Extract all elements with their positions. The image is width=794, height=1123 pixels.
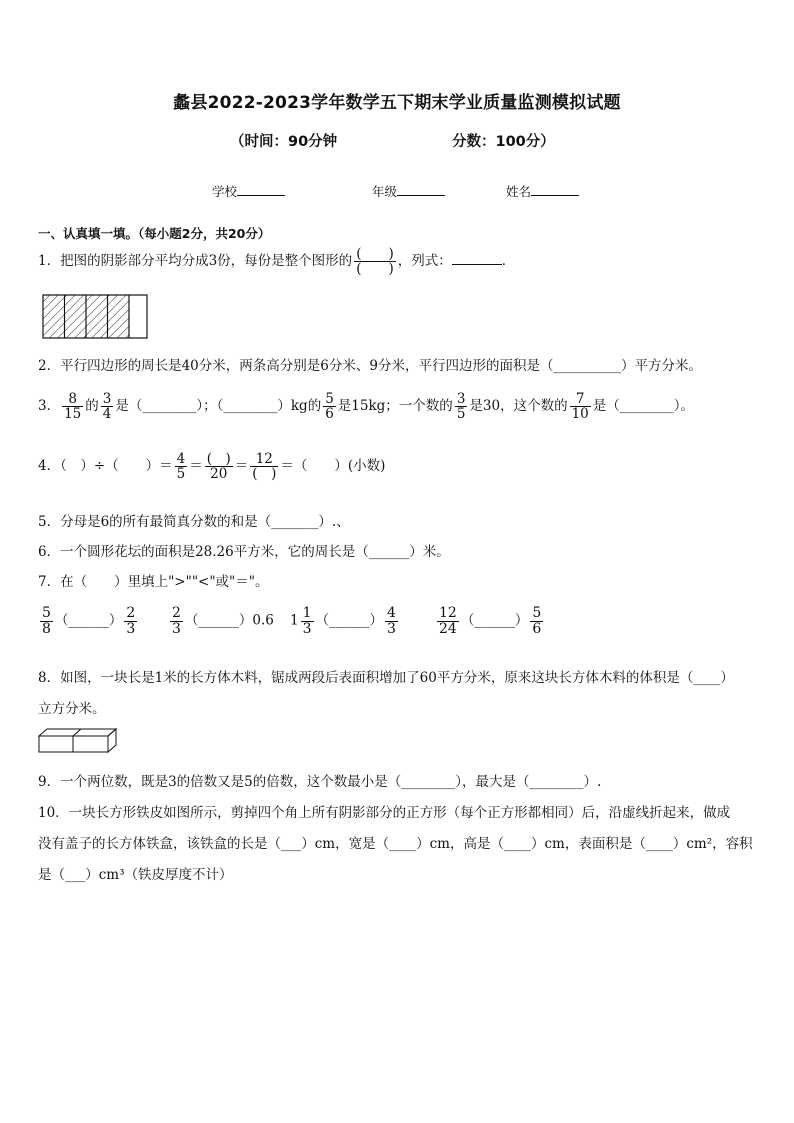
q3-fraction-4: $\frac{3}{5}$ (456, 391, 466, 423)
q3-fraction-5: $\frac{7}{10}$ (571, 391, 589, 423)
q7-frac-e: $\frac{1}{3}$ (302, 605, 312, 637)
question-4: 4．（ ）÷（ ）＝ $\frac{4}{5}$ ＝ $\frac{( )}{20}$ ＝ $\frac{12}{( )}$ ＝（ ）(小数) (38, 451, 386, 483)
question-8: 8．如图，一块长是1米的长方体木料，锯成两段后表面积增加了60平方分米，原来这块长方体木料的体积是（____） (38, 670, 734, 686)
q7-frac-a: $\frac{5}{8}$ (42, 605, 51, 637)
q7-frac-f: $\frac{4}{3}$ (387, 605, 396, 637)
q1-numerator-blank[interactable]: ( ) (356, 246, 394, 262)
q3-fraction-3: $\frac{5}{6}$ (325, 391, 334, 423)
q7-blank-4[interactable]: （______） (460, 612, 529, 629)
question-10-cont-2: 是（___）cm³（铁皮厚度不计） (38, 867, 233, 883)
q8-wood-block-figure (38, 728, 120, 754)
q7-blank-1[interactable]: （______） (54, 612, 123, 629)
q4-fraction-3: $\frac{12}{( )}$ (252, 451, 277, 483)
q1-denominator-blank[interactable]: ( ) (356, 261, 394, 278)
q7-item-2: $\frac{2}{3}$ （______）0.6 (172, 605, 274, 637)
q7-blank-3[interactable]: （______） (315, 612, 384, 629)
question-6: 6．一个圆形花坛的面积是28.26平方米，它的周长是（______）米。 (38, 544, 450, 560)
section-heading: 一、认真填一填。（每小题2分，共20分） (38, 226, 271, 241)
q3-fraction-1: $\frac{8}{15}$ (64, 391, 82, 423)
q7-item-1 (38, 606, 139, 636)
q1-formula-blank[interactable] (452, 252, 502, 265)
name-blank[interactable] (531, 195, 579, 196)
q4-fraction-1: $\frac{4}{5}$ (176, 451, 186, 483)
q7-item-4 (435, 606, 545, 636)
question-3: 3． $\frac{8}{15}$ 的 $\frac{3}{4}$ 是（________）；（________）kg的 $\frac{5}{6}$ 是15kg；一个数的 $\frac{3}{5}$ 是30，这个数的 $\frac{7}{10}$ 是（________）。 (38, 391, 695, 423)
time-label: （时间：90分钟 (230, 134, 338, 150)
question-10: 10．一块长方形铁皮如图所示，剪掉四个角上所有阴影部分的正方形（每个正方形都相同）后，沿虚线折起来，做成 (38, 805, 731, 821)
page-title: 蠡县2022-2023学年数学五下期末学业质量监测模拟试题 (173, 93, 621, 113)
q7-frac-g: $\frac{12}{24}$ (439, 605, 457, 637)
q3-fraction-2: $\frac{3}{4}$ (102, 391, 112, 423)
question-9: 9．一个两位数，既是3的倍数又是5的倍数，这个数最小是（________），最大是（________）. (38, 774, 602, 790)
q7-frac-h: $\frac{5}{6}$ (532, 605, 542, 637)
question-8-cont: 立方分米。 (38, 701, 106, 717)
name-field: 姓名 (506, 182, 579, 200)
question-1: 1．把图的阴影部分平均分成3份，每份是整个图形的 $\frac{( )}{( )}$ ，列式： ． (38, 246, 516, 278)
q7-item-3: 1 $\frac{1}{3}$ （______） $\frac{4}{3}$ (290, 605, 396, 637)
q4-fraction-2: $\frac{( )}{20}$ (206, 451, 231, 483)
q7-blank-2[interactable]: （______） (184, 612, 253, 629)
q1-shaded-figure (42, 294, 148, 340)
grade-blank[interactable] (397, 195, 445, 196)
school-blank[interactable] (237, 195, 285, 196)
q7-frac-b: $\frac{2}{3}$ (126, 605, 136, 637)
score-label: 分数：100分） (452, 134, 555, 150)
grade-field: 年级 (372, 182, 445, 200)
q1-fraction (354, 247, 396, 276)
school-field: 学校 (212, 182, 285, 200)
question-5: 5．分母是6的所有最简真分数的和是（_______）.、 (38, 514, 350, 530)
question-2: 2．平行四边形的周长是40分米，两条高分别是6分米、9分米，平行四边形的面积是（__________）平方分米。 (38, 358, 702, 374)
q7-frac-c: $\frac{2}{3}$ (172, 605, 181, 637)
question-7: 7．在（ ）里填上">""<"或"＝"。 (38, 574, 269, 590)
question-10-cont-1: 没有盖子的长方体铁盒，该铁盒的长是（___）cm，宽是（____）cm，高是（____）cm，表面积是（____）cm²，容积 (38, 836, 753, 852)
